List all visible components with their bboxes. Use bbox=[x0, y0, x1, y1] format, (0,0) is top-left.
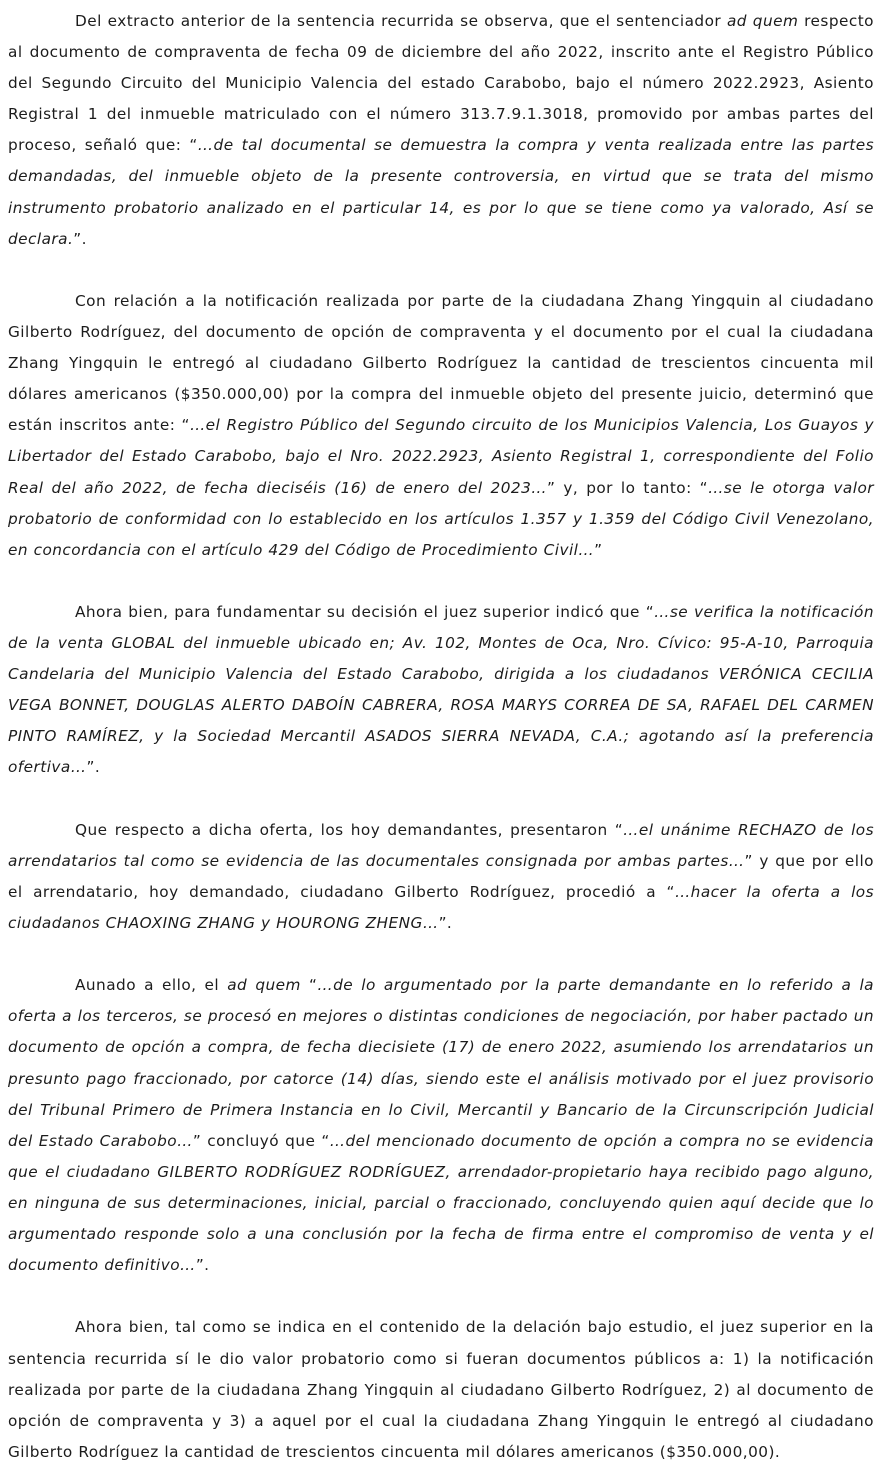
italic-quote: …de lo argumentado por la parte demandante en lo referido a la oferta a los terceros, se procesó en mejores o distintas condiciones de negociación, por haber pactado un documento de opción a compra, de fecha diecisiete (17) de enero 2022, asumiendo los arrendatarios un presunto pago fraccionado, por catorce (14) días, siendo este el análisis motivado por el juez provisorio del Tribunal Primero de Primera Instancia en lo Civil, Mercantil y Bancario de la Circunscripción Judicial del Estado Carabobo… bbox=[8, 976, 874, 1150]
text-segment: ”. bbox=[73, 229, 87, 248]
italic-quote: …se verifica la notificación de la venta GLOBAL del inmueble ubicado en; Av. 102, Montes de Oca, Nro. Cívico: 95-A-10, Parroquia Candelaria del Municipio Valencia del Estado Carabobo, dirigida a los ciudadanos VERÓNICA CECILIA VEGA BONNET, DOUGLAS ALERTO DABOÍN CABRERA, ROSA MARYS CORREA DE SA, RAFAEL DEL CARMEN PINTO RAMÍREZ, y la Sociedad Mercantil ASADOS SIERRA NEVADA, C.A.; agotando así la preferencia ofertiva… bbox=[8, 602, 874, 777]
italic-quote: …el Registro Público del Segundo circuito de los Municipios Valencia, Los Guayos y Libertador del Estado Carabobo, bajo el Nro. 2022.2923, Asiento Registral 1, correspondiente del Folio Real del año 2022, de fecha dieciséis (16) de enero del 2023… bbox=[8, 416, 874, 497]
paragraph-3 bbox=[8, 597, 874, 784]
text-segment: Ahora bien, para fundamentar su decisión el juez superior indicó que “ bbox=[75, 602, 655, 621]
text-segment: Del extracto anterior de la sentencia recurrida se observa, que el sentenciador bbox=[75, 12, 727, 30]
paragraph-6 bbox=[8, 1312, 874, 1467]
text-segment: Aunado a ello, el bbox=[75, 976, 228, 995]
text-segment: Con relación a la notificación realizada por parte de la ciudadana Zhang Yingquin al ciudadano Gilberto Rodríguez, del documento de opción de compraventa y el documento por el cual la ciudadana Zhang Yingquin le entregó al ciudadano Gilberto Rodríguez la cantidad de trescientos cincuenta mil dólares americanos ($350.000,00) por la compra del inmueble objeto del presente juicio, determinó que están inscritos ante: “ bbox=[8, 291, 874, 435]
text-segment: “ bbox=[300, 976, 318, 995]
italic-quote: …del mencionado documento de opción a compra no se evidencia que el ciudadano GILBERTO RODRÍGUEZ RODRÍGUEZ, arrendador-propietario haya recibido pago alguno, en ninguna de sus determinaciones, inicial, parcial o fraccionado, concluyendo quien aquí decide que lo argumentado responde solo a una conclusión por la fecha de firma entre el compromiso de venta y el documento definitivo… bbox=[8, 1131, 874, 1275]
italic-quote: …de tal documental se demuestra la compra y venta realizada entre las partes demandadas, del inmueble objeto de la presente controversia, en virtud que se trata del mismo instrumento probatorio analizado en el particular 14, es por lo que se tiene como ya valorado, Así se declara. bbox=[8, 136, 874, 248]
italic-segment: ad quem bbox=[726, 12, 799, 30]
text-segment: ” concluyó que “ bbox=[192, 1131, 330, 1150]
text-segment: respecto al documento de compraventa de fecha 09 de diciembre del año 2022, inscrito ante el Registro Público del Segundo Circuito del Municipio Valencia del estado Carabobo, bajo el número 2022.2923, Asiento Registral 1 del inmueble matriculado con el número 313.7.9.1.3018, promovido por ambas partes del proceso, señaló que: “ bbox=[8, 12, 874, 155]
text-segment: Que respecto a dicha oferta, los hoy demandantes, presentaron “ bbox=[75, 820, 624, 839]
paragraph-4 bbox=[8, 815, 874, 939]
italic-quote: …el unánime RECHAZO de los arrendatarios tal como se evidencia de las documentales consignada por ambas partes… bbox=[8, 820, 874, 870]
text-segment: ” y, por lo tanto: “ bbox=[547, 478, 709, 497]
paragraph-1 bbox=[8, 6, 874, 255]
italic-segment: ad quem bbox=[227, 976, 301, 995]
text-segment: ”. bbox=[86, 758, 101, 777]
italic-quote: …hacer la oferta a los ciudadanos CHAOXING ZHANG y HOURONG ZHENG… bbox=[8, 882, 875, 932]
italic-quote: …se le otorga valor probatorio de conformidad con lo establecido en los artículos 1.357 y 1.359 del Código Civil Venezolano, en concordancia con el artículo 429 del Código de Procedimiento Civil… bbox=[8, 478, 874, 559]
paragraph-5 bbox=[8, 970, 874, 1281]
text-segment: Ahora bien, tal como se indica en el contenido de la delación bajo estudio, el juez superior en la sentencia recurrida sí le dio valor probatorio como si fueran documentos públicos a: 1) la notificación realizada por parte de la ciudadana Zhang Yingquin al ciudadano Gilberto Rodríguez, 2) al documento de opción de compraventa y 3) a aquel por el cual la ciudadana Zhang Yingquin le entregó al ciudadano Gilberto Rodríguez la cantidad de trescientos cincuenta mil dólares americanos ($350.000,00). bbox=[8, 1318, 874, 1461]
paragraph-2 bbox=[8, 286, 874, 566]
text-segment: ”. bbox=[195, 1256, 210, 1275]
text-segment: ”. bbox=[438, 914, 453, 932]
text-segment: ” bbox=[594, 540, 603, 559]
text-segment: ” y que por ello el arrendatario, hoy demandado, ciudadano Gilberto Rodríguez, procedió a “ bbox=[8, 851, 874, 901]
